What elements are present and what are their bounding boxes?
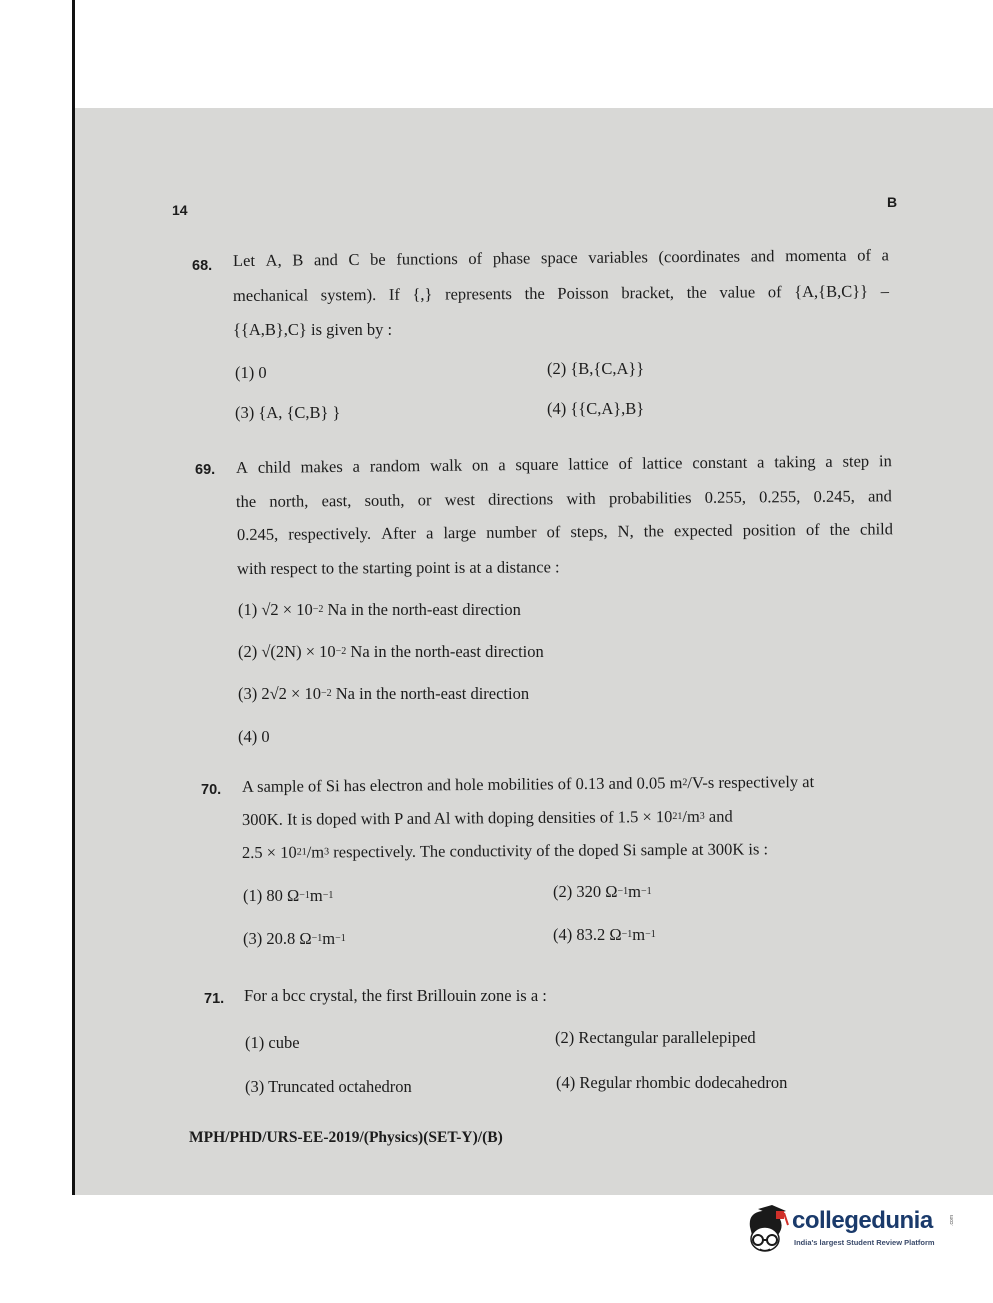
collegedunia-watermark <box>738 1205 960 1260</box>
brand-tagline: India's largest Student Review Platform <box>794 1238 935 1247</box>
question-71-option-3: (3) Truncated octahedron <box>245 1077 412 1096</box>
question-68-number: 68. <box>192 258 213 274</box>
question-70-line-3: $2.5 \times 10^{21}/m^3$ respectively. The conductivity of the doped Si sample at 300K is : <box>241 839 769 862</box>
question-68-option-4: (4) {{C,A},B} <box>547 399 645 418</box>
question-70-option-1: (1) 80 $\Omega^{-1}m^{-1}$ <box>243 886 334 905</box>
question-70-option-2: (2) 320 $\Omega^{-1}m^{-1}$ <box>553 882 652 901</box>
question-69-line-1: A child makes a random walk on a square lattice of lattice constant a taking a step in <box>235 451 892 477</box>
student-mascot-icon <box>738 1205 792 1260</box>
question-69-line-2: the north, east, south, or west directions with probabilities 0.255, 0.255, 0.245, and <box>235 486 892 511</box>
question-69-number: 69. <box>195 462 216 478</box>
question-68-line-2: mechanical system). If {,} represents the Poisson bracket, the value of {A,{B,C}} – <box>232 281 889 305</box>
question-68-line-3: {{A,B},C} is given by : <box>233 320 393 339</box>
question-71-option-1: (1) cube <box>245 1033 300 1052</box>
question-68-line-1: Let A, B and C be functions of phase space variables (coordinates and momenta of a <box>232 245 889 270</box>
question-69-line-3: 0.245, respectively. After a large number of steps, N, the expected position of the child <box>236 519 894 544</box>
question-70-number: 70. <box>201 782 222 798</box>
question-69-option-2: (2) $√(2N) \times 10^{-2}$ Na in the north-east direction <box>238 642 544 661</box>
question-69-option-4: (4) 0 <box>238 727 270 746</box>
brand-domain-suffix: .com <box>949 1215 955 1226</box>
brand-name: collegedunia <box>792 1207 933 1234</box>
page-number: 14 <box>172 202 188 218</box>
set-code: B <box>887 194 898 210</box>
question-71-number: 71. <box>204 991 225 1007</box>
question-69-line-4: with respect to the starting point is at a distance : <box>236 557 560 578</box>
paper-code-footer: MPH/PHD/URS-EE-2019/(Physics)(SET-Y)/(B) <box>189 1129 503 1146</box>
question-69-option-1: (1) $√2 \times 10^{-2}$ Na in the north-east direction <box>238 600 521 619</box>
question-71-option-2: (2) Rectangular parallelepiped <box>555 1028 756 1047</box>
question-70-option-4: (4) 83.2 $\Omega^{-1}m^{-1}$ <box>553 925 656 944</box>
question-68-option-2: (2) {B,{C,A}} <box>547 359 645 378</box>
question-71-text: For a bcc crystal, the first Brillouin zone is a : <box>244 986 547 1005</box>
question-70-line-1: A sample of Si has electron and hole mobilities of 0.13 and 0.05 $m^2/V-s$ respectively at <box>241 772 815 796</box>
question-71-option-4: (4) Regular rhombic dodecahedron <box>556 1073 788 1092</box>
question-68-option-3: (3) {A, {C,B} } <box>235 403 341 422</box>
question-68-option-1: (1) 0 <box>235 363 267 382</box>
question-69-option-3: (3) $2√2 \times 10^{-2}$ Na in the north-east direction <box>238 684 530 703</box>
question-70-line-2: 300K. It is doped with P and Al with doping densities of $1.5 \times 10^{21}/m^3$ and <box>241 806 733 829</box>
question-70-option-3: (3) 20.8 $\Omega^{-1}m^{-1}$ <box>243 929 346 948</box>
